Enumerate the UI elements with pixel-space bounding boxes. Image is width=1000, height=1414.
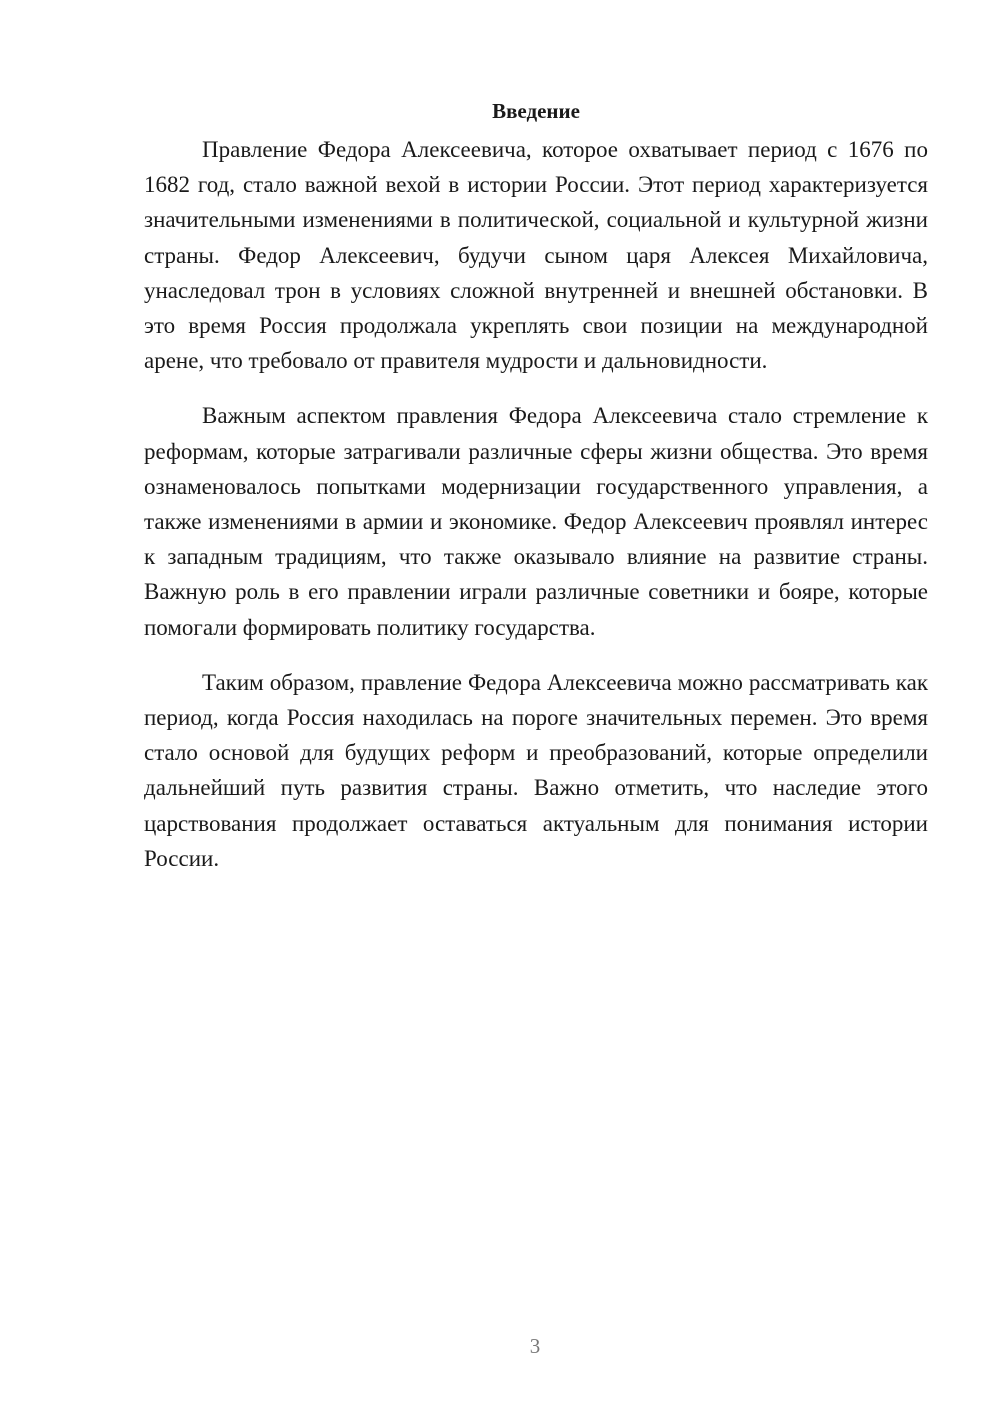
paragraph-2: Важным аспектом правления Федора Алексеевича стало стремление к реформам, которые затрагивали различные сферы жизни общества. Это время ознаменовалось попытками модернизации государственного управления, а также изменениями в армии и экономике. Федор Алексеевич проявлял интерес к западным традициям, что также оказывало влияние на развитие страны. Важную роль в его правлении играли различные советники и бояре, которые помогали формировать политику государства. bbox=[144, 403, 928, 640]
paragraph-1: Правление Федора Алексеевича, которое охватывает период с 1676 по 1682 год, стало важной вехой в истории России. Этот период характеризуется значительными изменениями в политической, социальной и культурной жизни страны. Федор Алексеевич, будучи сыном царя Алексея Михайловича, унаследовал трон в условиях сложной внутренней и внешней обстановки. В это время Россия продолжала укреплять свои позиции на международной арене, что требовало от правителя мудрости и дальновидности. bbox=[144, 137, 928, 374]
page-number: 3 bbox=[529, 1334, 541, 1358]
page-content bbox=[144, 96, 928, 896]
paragraph-3: Таким образом, правление Федора Алексеевича можно рассматривать как период, когда Россия находилась на пороге значительных перемен. Это время стало основой для будущих реформ и преобразований, которые определили дальнейший путь развития страны. Важно отметить, что наследие этого царствования продолжает оставаться актуальным для понимания истории России. bbox=[144, 669, 928, 871]
section-heading: Введение bbox=[492, 99, 580, 123]
